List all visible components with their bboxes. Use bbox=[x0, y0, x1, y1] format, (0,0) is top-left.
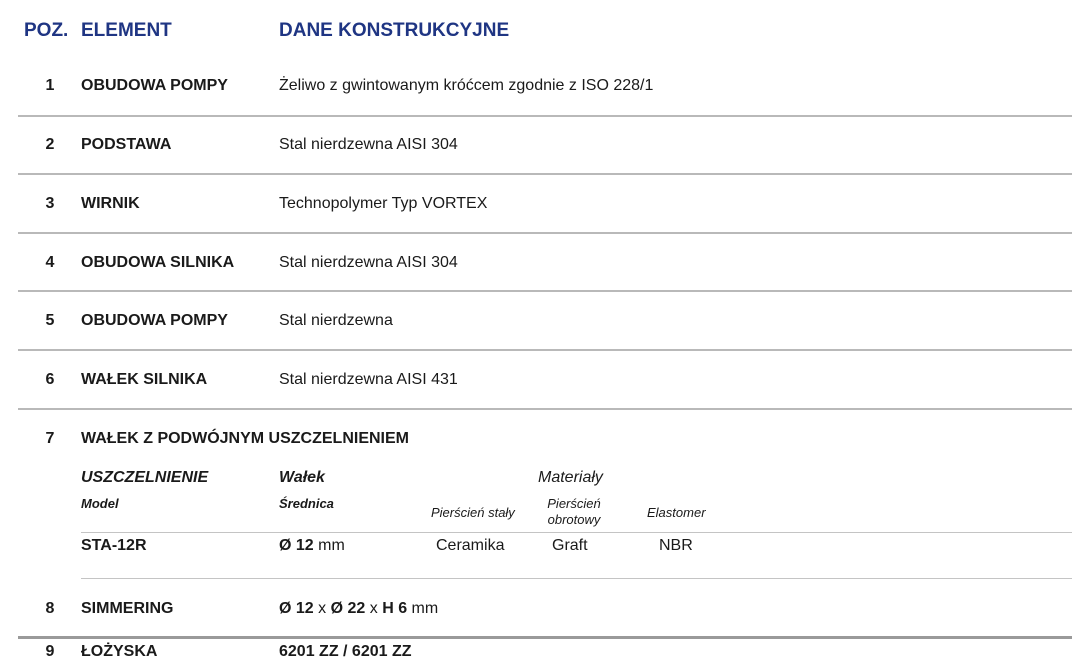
row-8-desc bbox=[279, 600, 438, 618]
row-2-element: PODSTAWA bbox=[81, 136, 172, 153]
seal-col-model: Model bbox=[81, 496, 119, 511]
row-4-desc: Stal nierdzewna AISI 304 bbox=[279, 254, 458, 271]
row-6-desc: Stal nierdzewna AISI 431 bbox=[279, 371, 458, 388]
seal-col-materialy: Materiały bbox=[538, 469, 603, 486]
row-separator bbox=[18, 173, 1072, 175]
seal-col-walek: Wałek bbox=[279, 469, 325, 486]
row-4-pos: 4 bbox=[45, 254, 55, 271]
row-8-h: H 6 bbox=[382, 600, 408, 617]
row-1-desc: Żeliwo z gwintowanym króćcem zgodnie z ISO 228/1 bbox=[279, 77, 654, 94]
row-separator bbox=[18, 232, 1072, 234]
row-separator bbox=[18, 636, 1072, 639]
seal-pierscien-staly: Ceramika bbox=[436, 537, 505, 554]
row-separator bbox=[18, 290, 1072, 292]
row-2-pos: 2 bbox=[45, 136, 55, 153]
row-1-element: OBUDOWA POMPY bbox=[81, 77, 228, 94]
seal-pierscien-obrotowy: Graft bbox=[552, 537, 588, 554]
row-2-desc: Stal nierdzewna AISI 304 bbox=[279, 136, 458, 153]
row-8-pos: 8 bbox=[45, 600, 55, 617]
row-6-pos: 6 bbox=[45, 371, 55, 388]
seal-elastomer: NBR bbox=[659, 537, 693, 554]
seal-diameter-unit: mm bbox=[318, 537, 345, 554]
seal-col-srednica: Średnica bbox=[279, 496, 334, 511]
header-data: DANE KONSTRUKCYJNE bbox=[279, 20, 510, 41]
row-9-element: ŁOŻYSKA bbox=[81, 643, 158, 660]
row-5-element: OBUDOWA POMPY bbox=[81, 312, 228, 329]
row-8-x2: x bbox=[369, 600, 378, 617]
seal-col-pierscien-obrotowy-line2: obrotowy bbox=[547, 512, 601, 527]
seal-col-uszczelnienie: USZCZELNIENIE bbox=[81, 469, 209, 486]
seal-col-pierscien-obrotowy bbox=[540, 496, 608, 528]
row-4-element: OBUDOWA SILNIKA bbox=[81, 254, 235, 271]
row-8-x1: x bbox=[318, 600, 327, 617]
row-3-desc: Technopolymer Typ VORTEX bbox=[279, 195, 488, 212]
row-5-pos: 5 bbox=[45, 312, 55, 329]
seal-diameter-value: Ø 12 bbox=[279, 537, 314, 554]
seal-col-elastomer: Elastomer bbox=[647, 505, 706, 520]
row-8-d1: Ø 12 bbox=[279, 600, 314, 617]
row-6-element: WAŁEK SILNIKA bbox=[81, 371, 208, 388]
row-9-desc: 6201 ZZ / 6201 ZZ bbox=[279, 643, 412, 660]
row-8-d2: Ø 22 bbox=[330, 600, 366, 617]
header-element: ELEMENT bbox=[81, 20, 172, 41]
row-9-pos: 9 bbox=[45, 643, 55, 660]
row-8-element: SIMMERING bbox=[81, 600, 174, 617]
row-5-desc: Stal nierdzewna bbox=[279, 312, 393, 329]
seal-col-pierscien-staly: Pierścień stały bbox=[431, 505, 515, 520]
row-1-pos: 1 bbox=[45, 77, 55, 94]
seal-model: STA-12R bbox=[81, 537, 147, 554]
seal-diameter bbox=[279, 537, 345, 555]
seal-header-separator bbox=[81, 532, 1072, 533]
row-8-unit: mm bbox=[411, 600, 439, 617]
row-7-element: WAŁEK Z PODWÓJNYM USZCZELNIENIEM bbox=[81, 430, 409, 447]
seal-bottom-separator bbox=[81, 578, 1072, 579]
row-separator bbox=[18, 408, 1072, 410]
seal-col-pierscien-obrotowy-line1: Pierścień bbox=[547, 496, 601, 511]
header-pos: POZ. bbox=[24, 20, 69, 41]
row-separator bbox=[18, 115, 1072, 117]
row-7-pos: 7 bbox=[45, 430, 55, 447]
row-separator bbox=[18, 349, 1072, 351]
row-3-pos: 3 bbox=[45, 195, 55, 212]
row-3-element: WIRNIK bbox=[81, 195, 140, 212]
